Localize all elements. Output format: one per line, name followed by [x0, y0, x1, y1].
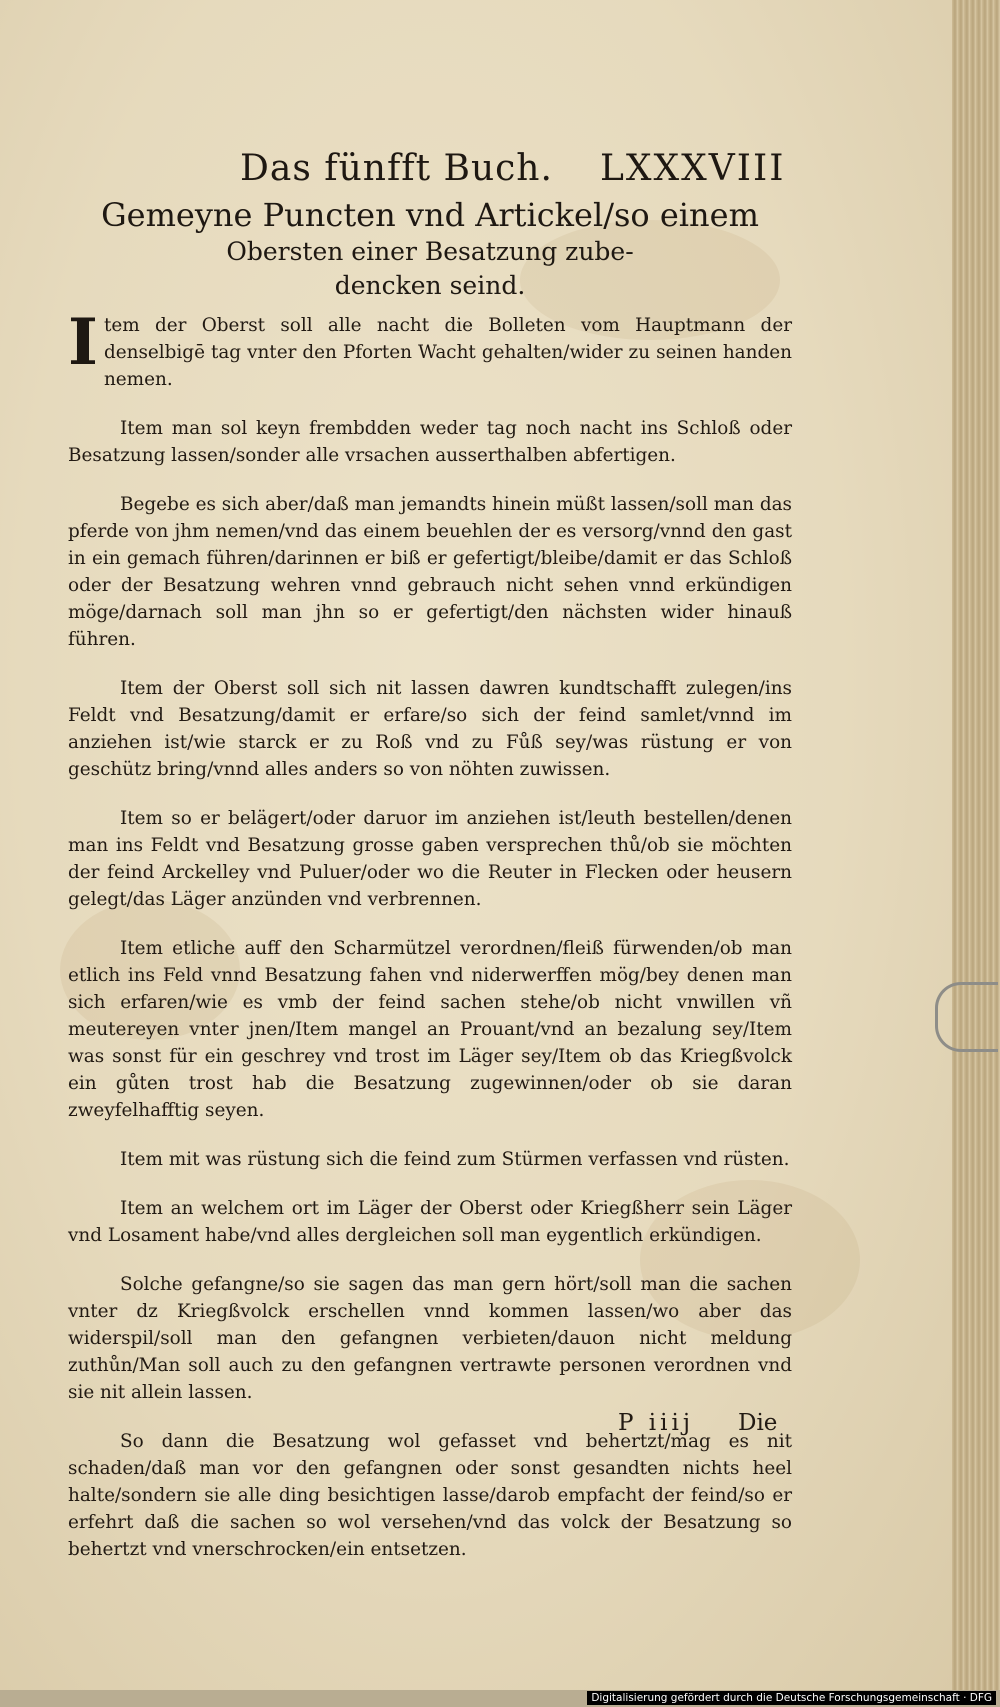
signature-mark: P iiij [618, 1410, 694, 1436]
catchword: Die [738, 1410, 778, 1436]
digitization-credit: Digitalisierung gefördert durch die Deutsche Forschungsgemeinschaft · DFG [587, 1691, 996, 1705]
paragraph [68, 305, 792, 393]
paragraph: Item der Oberst soll sich nit lassen dawren kundtschafft zulegen/ins Feldt vnd Besatzung/damit er erfare/so sich der feind samlet/vnnd im anziehen ist/wie starck er zu Roß vnd zu Fůß sey/was rüstung er von geschütz bring/vnnd alles anders so von nöhten zuwissen. [68, 678, 792, 780]
running-head-title: Das fünfft Buch. [240, 148, 553, 189]
paragraph: Item etliche auff den Scharmützel verordnen/fleiß fürwenden/ob man etlich ins Feld vnnd Besatzung fahen vnd niderwerffen mög/bey denen man sich erfaren/wie es vmb der feind sachen stehe/ob nicht vnwillen vñ meutereyen vnter jnen/Item mangel an Prouant/vnd an bezalung sey/Item was sonst für ein geschrey vnd trost im Läger sey/Item ob das Kriegßvolck ein gůten trost hab die Besatzung zugewinnen/oder ob sie daran zweyfelhafftig seyen. [68, 938, 792, 1121]
section-heading [70, 195, 790, 303]
paragraph: Item man sol keyn frembdden weder tag noch nacht ins Schloß oder Besatzung lassen/sonder alle vrsachen ausserthalben abfertigen. [68, 418, 792, 466]
paragraph: Item so er belägert/oder daruor im anziehen ist/leuth bestellen/denen man ins Feldt vnd Besatzung grosse gaben versprechen thů/ob sie möchten der feind Arckelley vnd Puluer/oder wo die Reuter in Flecken oder heusern gelegt/das Läger anzünden vnd verbrennen. [68, 808, 792, 910]
paragraph: Begebe es sich aber/daß man jemandts hinein müßt lassen/soll man das pferde von jhm nemen/vnd das einem beuehlen der es versorg/vnnd den gast in ein gemach führen/darinnen er biß er gefertigt/bleibe/damit er das Schloß oder der Besatzung wehren vnnd gebrauch nicht sehen vnnd erkündigen möge/darnach soll man jhn so er gefertigt/den nächsten wider hinauß führen. [68, 494, 792, 650]
heading-line-2: Obersten einer Besatzung zube- [226, 237, 634, 266]
page-footer [0, 1410, 958, 1444]
paragraph: Item mit was rüstung sich die feind zum Stürmen verfassen vnd rüsten. [120, 1149, 790, 1170]
paragraph: Solche gefangne/so sie sagen das man gern hört/soll man die sachen vnter dz Kriegßvolck erschellen vnnd kommen lassen/wo aber das widerspil/soll man den gefangnen verbieten/dauon nicht meldung zuthůn/Man soll auch zu den gefangnen vertrawte personen verordnen vnd sie nit allein lassen. [68, 1274, 792, 1403]
paper-clip-icon [935, 982, 998, 1052]
heading-line-3: dencken seind. [334, 271, 526, 300]
folio-number: LXXXVIII [600, 148, 786, 189]
paragraph-text: tem der Oberst soll alle nacht die Bolleten vom Hauptmann der denselbigē tag vnter den Pforten Wacht gehalten/wider zu seinen handen nemen. [103, 315, 792, 390]
running-head [0, 148, 958, 188]
drop-cap: I [68, 305, 98, 380]
paragraph: So dann die Besatzung wol gefasset vnd behertzt/mag es nit schaden/daß man vor den gefangnen oder sonst gesandten nichts heel halte/sondern sie alle ding besichtigen lasse/darob empfacht der feind/so er erfehrt daß die sachen so wol versehen/vnd das volck der Besatzung so behertzt vnd vnerschrocken/ein entsetzen. [68, 1431, 792, 1560]
body-text [68, 305, 792, 1585]
page-edges [952, 0, 1000, 1690]
paragraph: Item an welchem ort im Läger der Oberst oder Kriegßherr sein Läger vnd Losament habe/vnd alles dergleichen soll man eygentlich erkündigen. [68, 1198, 792, 1246]
heading-line-1: Gemeyne Puncten vnd Artickel/so einem [101, 196, 759, 234]
